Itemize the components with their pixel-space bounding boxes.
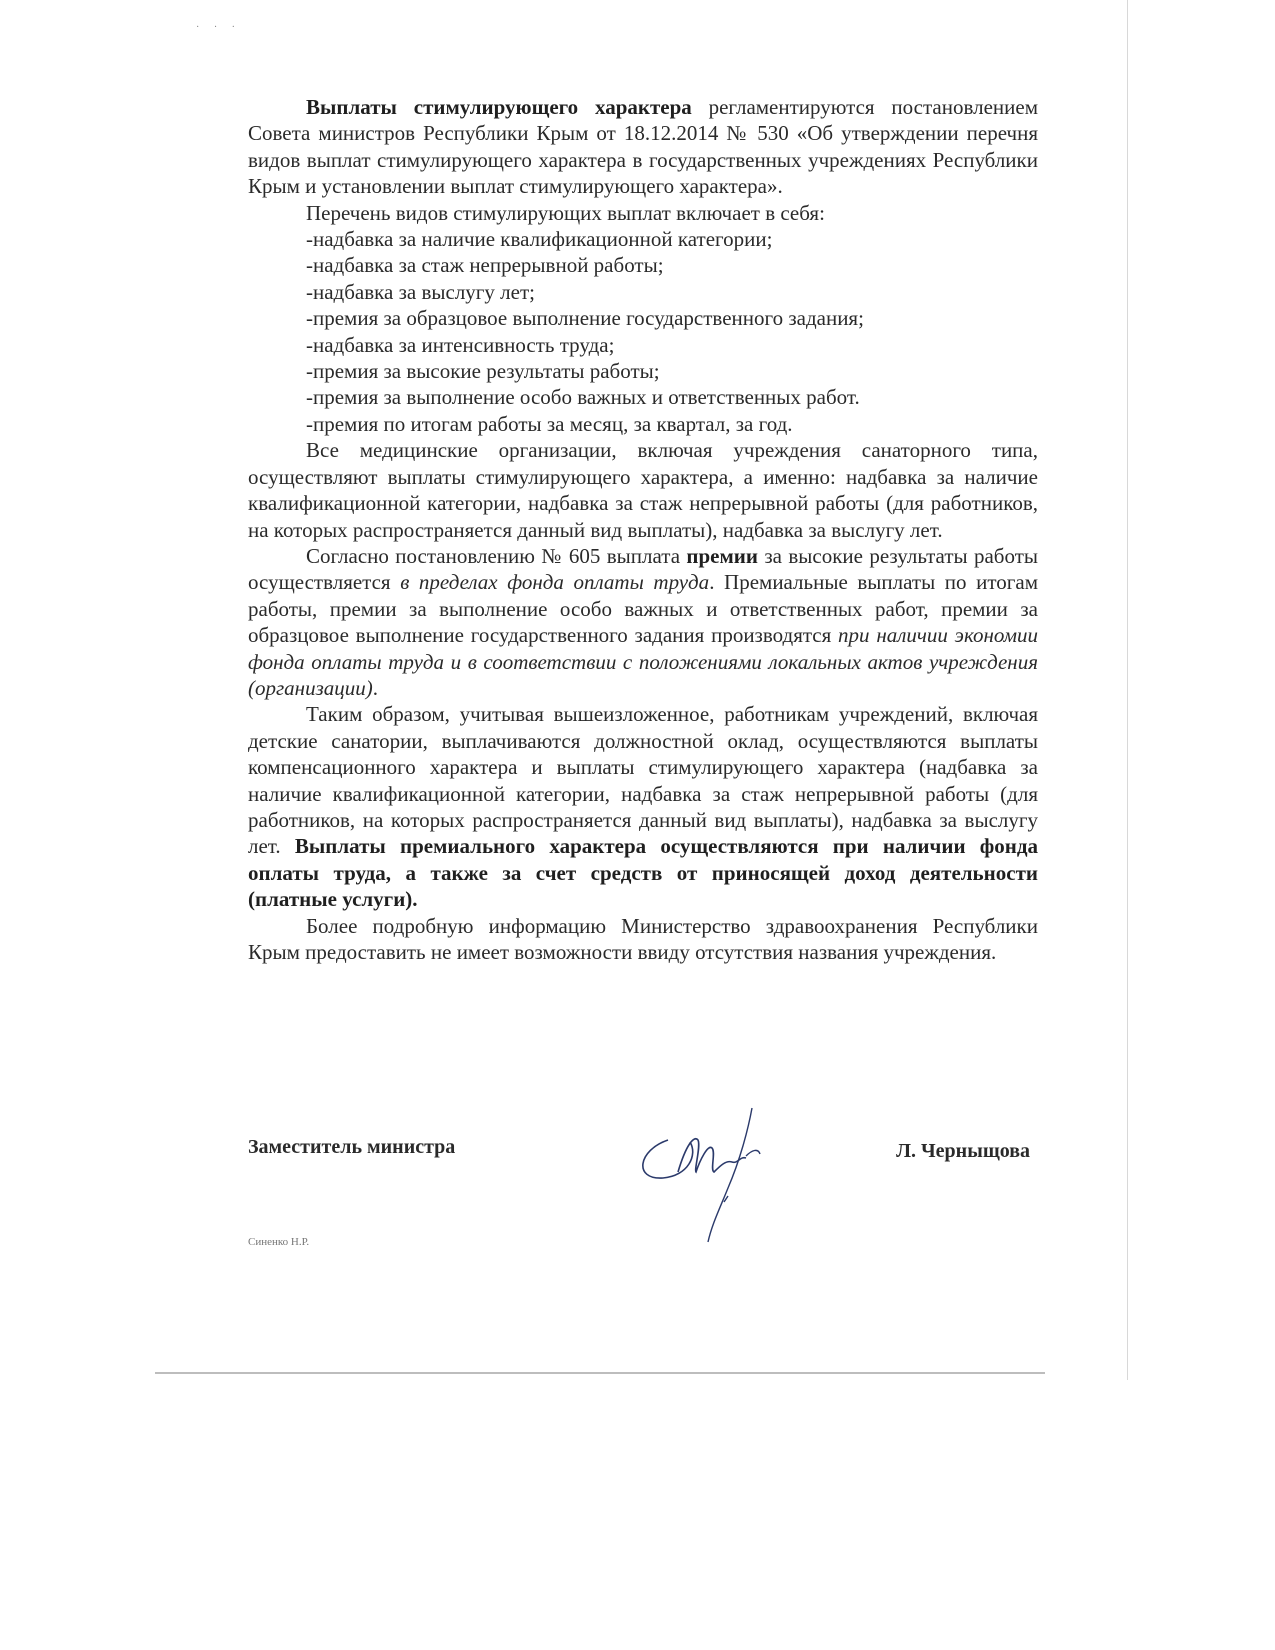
scan-page-edge	[1127, 0, 1128, 1380]
executor-name: Синенко Н.Р.	[248, 1236, 310, 1248]
paragraph-text: Согласно постановлению № 605 выплата	[306, 543, 687, 568]
list-item: -надбавка за выслугу лет;	[306, 279, 535, 304]
letter-body	[248, 94, 1038, 965]
paragraph-text: .	[372, 675, 379, 700]
paragraph-medical-organizations: Все медицинские организации, включая учреждения санаторного типа, осуществляют выплаты стимулирующего характера, а именно: надбавка за наличие квалификационной категории, надбавка за стаж непрерывной работы (для работников, на которых распространяется данный вид выплаты), надбавка за выслугу лет.	[248, 438, 1038, 542]
paragraph-text: регламентируются постановлением Совета министров Республики Крым от 18.12.2014 № 530 «Об утверждении перечня видов выплат стимулирующего характера в государственных учреждениях Республики Крым и установлении выплат стимулирующего характера».	[248, 95, 1038, 199]
scan-artifact: · · ·	[196, 22, 241, 33]
bold-term: премии	[686, 543, 758, 568]
paragraph-more-info: Более подробную информацию Министерство здравоохранения Республики Крым предоставить не имеет возможности ввиду отсутствия названия учреждения.	[248, 913, 1038, 964]
scan-page-bottom-edge	[155, 1372, 1045, 1374]
signature-block	[248, 1136, 1038, 1256]
list-item: -надбавка за интенсивность труда;	[306, 332, 615, 357]
list-item: -надбавка за наличие квалификационной категории;	[306, 227, 773, 252]
list-item: -премия за высокие результаты работы;	[306, 359, 660, 384]
list-item: -надбавка за стаж непрерывной работы;	[306, 253, 664, 278]
paragraph-decree-605	[248, 543, 1038, 701]
list-item: -премия по итогам работы за месяц, за квартал, за год.	[306, 411, 793, 436]
list-intro: Перечень видов стимулирующих выплат включает в себя:	[306, 200, 825, 225]
paragraph-conclusion	[248, 701, 1038, 912]
paragraph-stimulus-regulation	[248, 94, 1038, 200]
italic-phrase: в пределах фонда оплаты труда	[400, 570, 710, 595]
paragraph-text: Таким образом, учитывая вышеизложенное, работникам учреждений, включая детские санатории, выплачиваются должностной оклад, осуществляются выплаты компенсационного характера и выплаты стимулирующего характера (надбавка за наличие квалификационной категории, надбавка за стаж непрерывной работы (для работников, на которых распространяется данный вид выплаты), надбавка за выслугу лет.	[248, 702, 1038, 859]
handwritten-signature	[628, 1100, 798, 1250]
signatory-position: Заместитель министра	[248, 1136, 456, 1158]
bold-conclusion: Выплаты премиального характера осуществляются при наличии фонда оплаты труда, а также за счет средств от приносящей доход деятельности (платные услуги).	[248, 834, 1038, 912]
italic-phrase: при наличии экономии фонда оплаты труда и в соответствии с положениями локальных актов учреждения (организации)	[248, 623, 1038, 700]
list-item: -премия за выполнение особо важных и ответственных работ.	[306, 385, 860, 410]
paragraph-text: за высокие результаты работы осуществляется	[248, 543, 1038, 595]
paragraph-bold-lead: Выплаты стимулирующего характера	[306, 95, 692, 119]
list-item: -премия за образцовое выполнение государственного задания;	[306, 306, 864, 331]
signatory-name: Л. Черныщова	[896, 1140, 1030, 1162]
paragraph-text: . Премиальные выплаты по итогам работы, премии за выполнение особо важных и ответственных работ, премии за образцовое выполнение государственного задания производятся	[248, 570, 1038, 648]
